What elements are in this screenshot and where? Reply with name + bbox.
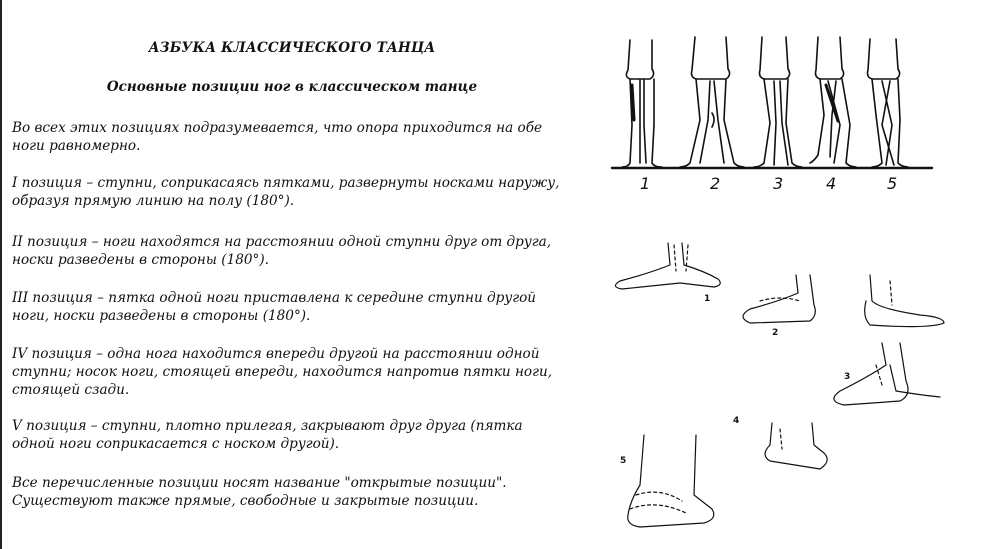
paragraph-summary: Все перечисленные позиции носят название "открытые позиции". Существуют также прямые, свободные и закрытые позиции.	[12, 475, 507, 509]
legs-label-2: 2	[710, 174, 721, 193]
positions-illustration	[600, 25, 960, 545]
feet-figure-6	[628, 435, 714, 527]
feet-label-3: 3	[844, 372, 851, 382]
legs-label-1: 1	[640, 174, 651, 193]
feet-figure-3	[865, 275, 944, 327]
feet-figure-2	[743, 275, 815, 323]
paragraph-position-3: III позиция – пятка одной ноги приставлена к середине ступни другой ноги, носки разведены в стороны (180°).	[12, 290, 537, 324]
feet-figure-1	[615, 243, 720, 289]
paragraph-position-2: II позиция – ноги находятся на расстоянии одной ступни друг от друга, носки разведены в стороны (180°).	[12, 234, 552, 268]
legs-figure-3	[754, 37, 802, 167]
legs-figure-4	[810, 37, 856, 167]
paragraph-position-1: I позиция – ступни, соприкасаясь пятками, развернуты носками наружу, образуя прямую линию на полу (180°).	[12, 175, 560, 209]
feet-figure-5	[765, 423, 827, 469]
document-subtitle: Основные позиции ног в классическом танце	[106, 79, 478, 95]
legs-figure-1	[622, 40, 662, 167]
feet-label-1: 1	[704, 294, 711, 304]
legs-label-3: 3	[773, 174, 784, 193]
legs-front-view	[612, 37, 932, 168]
legs-figure-5	[868, 39, 909, 167]
illustration-panel	[600, 25, 960, 545]
paragraph-position-5: V позиция – ступни, плотно прилегая, закрывают друг друга (пятка одной ноги соприкасается с носком другой).	[12, 418, 523, 452]
legs-figure-2	[680, 37, 744, 167]
left-border-line	[0, 0, 2, 549]
legs-label-5: 5	[887, 174, 898, 193]
paragraph-intro: Во всех этих позициях подразумевается, что опора приходится на обе ноги равномерно.	[12, 120, 543, 154]
document-title: АЗБУКА КЛАССИЧЕСКОГО ТАНЦА	[148, 40, 436, 56]
legs-labels	[640, 174, 897, 193]
feet-labels	[620, 294, 850, 466]
feet-label-4: 4	[733, 416, 740, 426]
feet-label-2: 2	[772, 328, 779, 338]
paragraph-position-4: IV позиция – одна нога находится впереди другой на расстоянии одной ступни; носок ноги, стоящей впереди, находится напротив пятки ноги, стоящей сзади.	[12, 346, 553, 398]
legs-label-4: 4	[826, 174, 837, 193]
feet-label-5: 5	[620, 456, 627, 466]
feet-side-view	[615, 243, 944, 527]
